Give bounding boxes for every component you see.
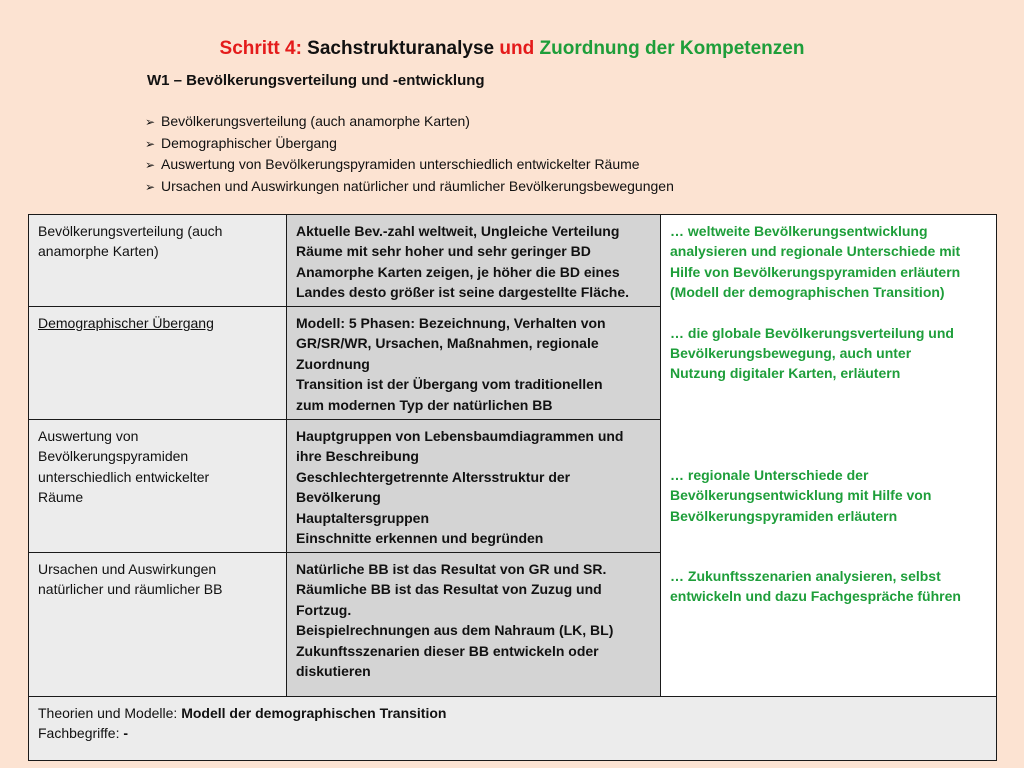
- theories-value: Modell der demographischen Transition: [181, 705, 447, 721]
- topic-cell-4: [28, 552, 287, 697]
- content-line: Zukunftsszenarien dieser BB entwickeln oder: [296, 642, 599, 659]
- content-line: Hauptaltersgruppen: [296, 509, 430, 526]
- bullet-item: [145, 176, 674, 198]
- competency-line: analysieren und regionale Unterschiede mit: [670, 243, 961, 260]
- topic-line: unterschiedlich entwickelter: [38, 468, 210, 485]
- competency-block-2: [670, 323, 988, 384]
- content-line: Beispielrechnungen aus dem Nahraum (LK, BL): [296, 622, 614, 639]
- content-line: Räume mit sehr hoher und sehr geringer BD: [296, 243, 591, 260]
- content-line: Fortzug.: [296, 601, 352, 618]
- content-line: zum modernen Typ der natürlichen BB: [296, 396, 553, 413]
- topic-line: Ursachen und Auswirkungen: [38, 561, 217, 577]
- competency-line: Nutzung digitaler Karten, erläutern: [670, 365, 901, 382]
- content-line: Anamorphe Karten zeigen, je höher die BD eines: [296, 263, 620, 280]
- theories-line: [38, 703, 988, 723]
- page-subtitle: W1 – Bevölkerungsverteilung und -entwicklung: [147, 72, 485, 89]
- competency-block-3: [670, 465, 988, 526]
- topic-line: natürlicher und räumlicher BB: [38, 581, 223, 598]
- content-line: Hauptgruppen von Lebensbaumdiagrammen und: [296, 428, 624, 444]
- title-part-2: Zuordnung der Kompetenzen: [534, 38, 805, 59]
- theories-cell: [28, 696, 997, 761]
- competency-line: (Modell der demographischen Transition): [670, 284, 945, 301]
- competency-line: … regionale Unterschiede der: [670, 466, 869, 483]
- content-line: Einschnitte erkennen und begründen: [296, 530, 544, 547]
- content-line: Räumliche BB ist das Resultat von Zuzug und: [296, 581, 602, 598]
- bullet-text: Auswertung von Bevölkerungspyramiden unterschiedlich entwickelter Räume: [161, 156, 640, 172]
- bullet-text: Demographischer Übergang: [161, 134, 337, 151]
- competency-block-4: [670, 566, 988, 607]
- title-step-label: Schritt 4:: [219, 38, 302, 59]
- content-line: Landes desto größer ist seine dargestellte Fläche.: [296, 284, 629, 301]
- terms-value: -: [123, 725, 129, 742]
- bullet-text: Ursachen und Auswirkungen natürlicher und räumlicher Bevölkerungsbewegungen: [161, 177, 674, 194]
- content-line: Bevölkerung: [296, 489, 381, 506]
- content-line: Aktuelle Bev.-zahl weltweit, Ungleiche Verteilung: [296, 223, 620, 239]
- title-part-1: Sachstrukturanalyse: [301, 38, 500, 59]
- content-cell-2: [286, 306, 661, 420]
- arrow-bullet-icon: ➢: [145, 179, 156, 194]
- topic-cell-3: [28, 419, 287, 553]
- terms-label: Fachbegriffe:: [38, 725, 124, 742]
- content-line: Geschlechtergetrennte Altersstruktur der: [296, 468, 571, 485]
- theories-label: Theorien und Modelle:: [38, 705, 182, 721]
- competency-line: Bevölkerungsentwicklung mit Hilfe von: [670, 487, 932, 504]
- topic-line: anamorphe Karten): [38, 243, 159, 260]
- topic-cell-2: [28, 306, 287, 420]
- content-cell-4: [286, 552, 661, 697]
- content-line: diskutieren: [296, 663, 371, 680]
- topic-line: Räume: [38, 489, 84, 506]
- topic-cell-1: [28, 214, 287, 307]
- competency-line: entwickeln und dazu Fachgespräche führen: [670, 588, 961, 605]
- topic-line: Auswertung von: [38, 428, 139, 444]
- topic-line: Bevölkerungsverteilung (auch: [38, 223, 223, 239]
- topic-line: Bevölkerungspyramiden: [38, 448, 189, 465]
- bullet-item: [145, 154, 674, 176]
- competency-line: … weltweite Bevölkerungsentwicklung: [670, 223, 928, 239]
- bullet-item: [145, 133, 674, 155]
- content-line: GR/SR/WR, Ursachen, Maßnahmen, regionale: [296, 335, 599, 352]
- topic-line: Demographischer Übergang: [38, 315, 214, 331]
- competency-line: Hilfe von Bevölkerungspyramiden erläutern: [670, 263, 961, 280]
- competency-line: … Zukunftsszenarien analysieren, selbst: [670, 568, 941, 585]
- content-line: Transition ist der Übergang vom traditionellen: [296, 376, 603, 393]
- arrow-bullet-icon: ➢: [145, 158, 156, 172]
- competency-line: … die globale Bevölkerungsverteilung und: [670, 324, 954, 341]
- bullet-text: Bevölkerungsverteilung (auch anamorphe Karten): [161, 113, 470, 129]
- content-line: Zuordnung: [296, 355, 370, 372]
- terms-line: [38, 723, 988, 743]
- content-line: Natürliche BB ist das Resultat von GR und SR.: [296, 561, 607, 577]
- content-line: ihre Beschreibung: [296, 448, 419, 465]
- bullet-list: [145, 111, 674, 197]
- competency-cell: [660, 214, 997, 697]
- content-cell-1: [286, 214, 661, 307]
- page-title: [0, 38, 1024, 60]
- competency-line: Bevölkerungspyramiden erläutern: [670, 507, 898, 524]
- competency-line: Bevölkerungsbewegung, auch unter: [670, 345, 912, 362]
- arrow-bullet-icon: ➢: [145, 115, 156, 129]
- content-cell-3: [286, 419, 661, 553]
- content-line: Modell: 5 Phasen: Bezeichnung, Verhalten von: [296, 315, 606, 331]
- arrow-bullet-icon: ➢: [145, 136, 156, 151]
- competency-block-1: [670, 221, 988, 303]
- title-und: und: [499, 38, 535, 59]
- bullet-item: [145, 111, 674, 133]
